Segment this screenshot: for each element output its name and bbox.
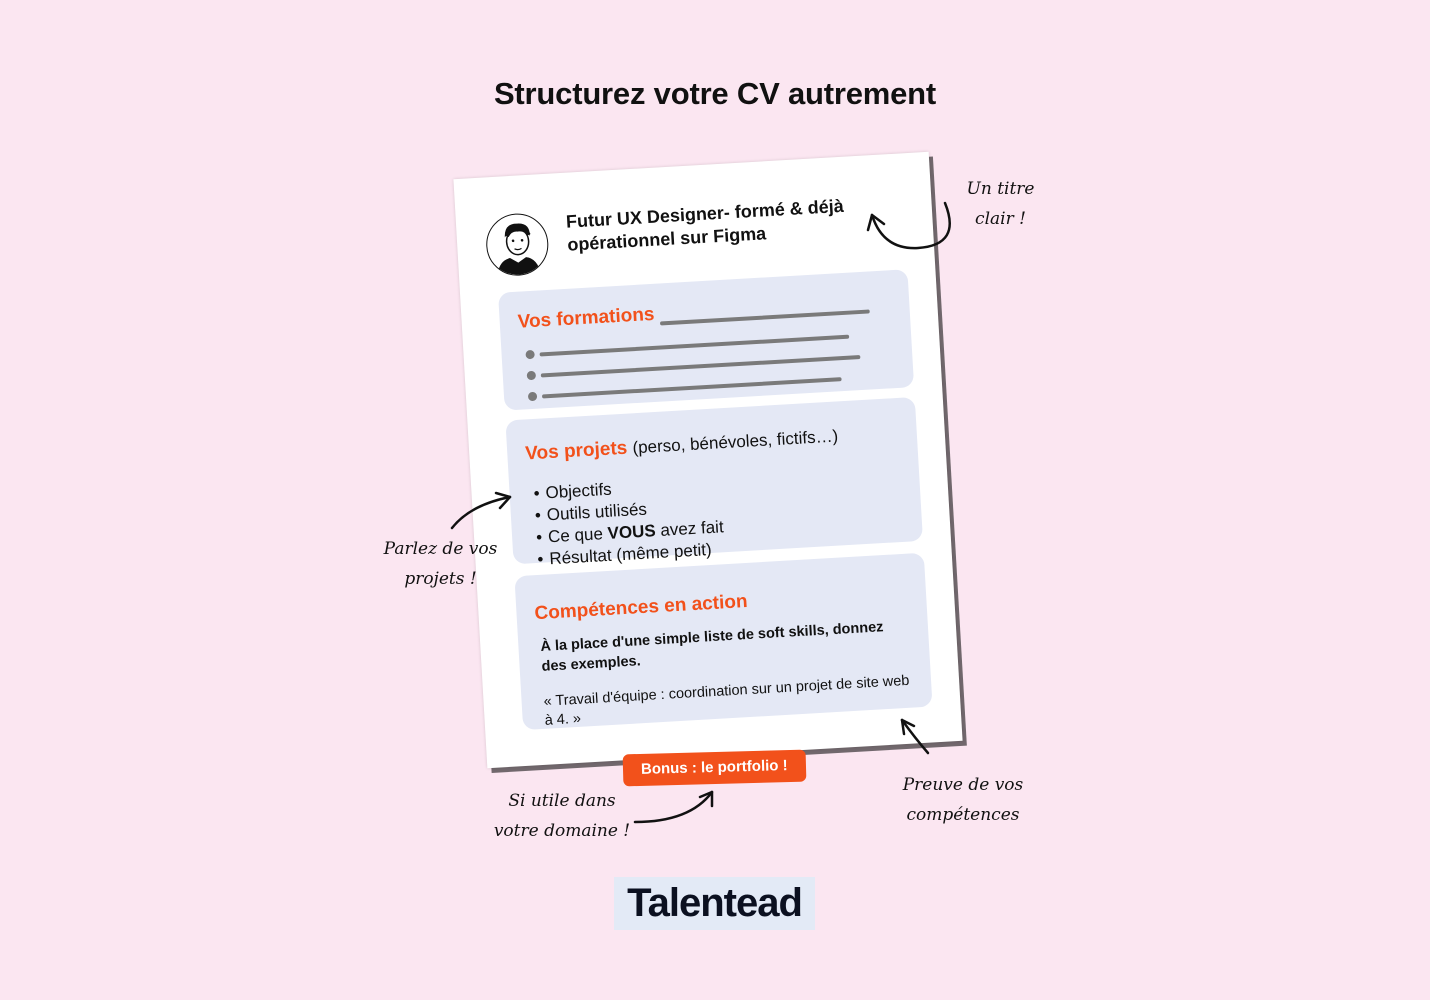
arrow-projets-icon [452, 493, 510, 528]
competences-heading: Compétences en action [533, 590, 749, 625]
annotation-domaine: Si utile dans votre domaine ! [493, 791, 631, 841]
list-item: • Objectifs [533, 472, 722, 505]
annotation-projets: Parlez de vos projets ! [383, 539, 498, 589]
list-item: • Outils utilisés [534, 494, 723, 527]
arrow-titre-icon [868, 203, 950, 248]
bonus-badge: Bonus : le portfolio ! [623, 750, 806, 787]
list-item: • Ce que VOUS avez fait [536, 516, 725, 549]
competences-body: À la place d'une simple liste de soft skills, donnez des exemples. [540, 619, 884, 675]
page-title: Structurez votre CV autrement [493, 76, 937, 111]
annotation-titre: Un titre clair ! [966, 179, 1035, 229]
cv-headline: Futur UX Designer- formé & déjà opérationnel sur Figma [565, 195, 845, 255]
list-item: • Résultat (même petit) [537, 538, 726, 571]
talentead-logo: Talentead [614, 877, 815, 930]
projets-heading-label: Vos projets [524, 437, 628, 465]
arrow-preuve-icon [902, 720, 928, 753]
competences-quote: « Travail d'équipe : coordination sur un projet de site web à 4. » [543, 672, 910, 729]
projets-heading-note: (perso, bénévoles, fictifs…) [631, 426, 839, 458]
arrow-domaine-icon [635, 792, 712, 822]
formations-heading: Vos formations [517, 303, 656, 333]
annotation-preuve: Preuve de vos compétences [902, 775, 1024, 825]
